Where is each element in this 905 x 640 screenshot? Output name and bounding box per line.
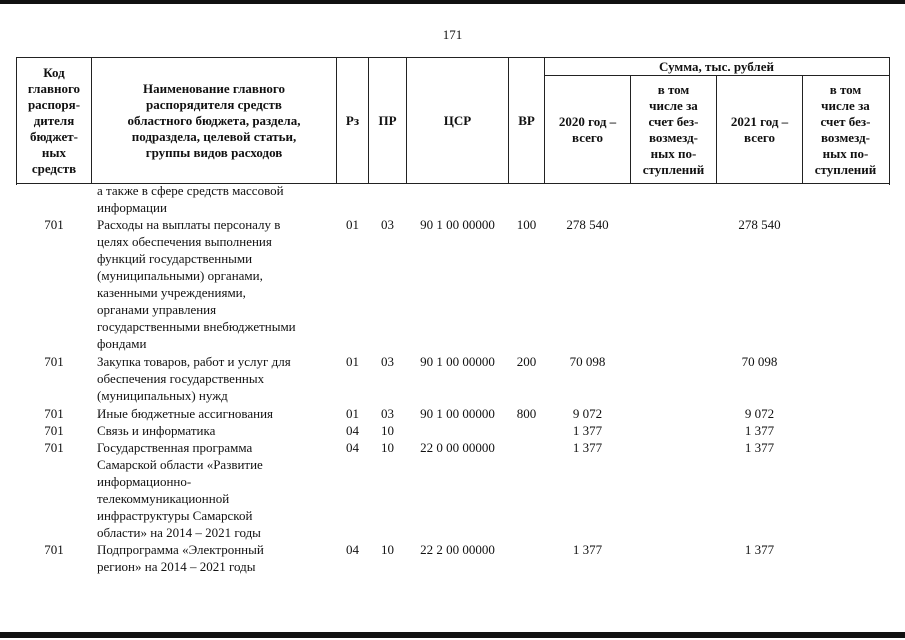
header-code: Код главного распоря- дителя бюджет- ных средств bbox=[27, 64, 81, 176]
row-sum-2021: 1 377 bbox=[744, 423, 775, 438]
row-sum-2020: 1 377 bbox=[572, 542, 603, 557]
row-csr: 90 1 00 00000 bbox=[420, 354, 495, 369]
header-rz: Рз bbox=[345, 112, 360, 128]
row-code: 701 bbox=[44, 440, 64, 455]
row-rz: 04 bbox=[346, 542, 359, 557]
row-pr: 03 bbox=[381, 406, 394, 421]
header-csr: ЦСР bbox=[443, 112, 472, 128]
row-code: 701 bbox=[44, 542, 64, 557]
bottom-border bbox=[0, 632, 905, 638]
row-name: Связь и информатика bbox=[97, 423, 216, 438]
header-name: Наименование главного распорядителя средств областного бюджета, раздела, подраздела, целевой статьи, группы видов расходов bbox=[127, 80, 301, 160]
row-name: Расходы на выплаты персоналу в целях обеспечения выполнения функций государственными (муниципальными) органами, казенными учреждениями, органами управления государственными внебюджетными фондами bbox=[97, 217, 296, 351]
row-sum-2020: 9 072 bbox=[572, 406, 603, 421]
row-name: Подпрограмма «Электронный регион» на 2014 – 2021 годы bbox=[97, 542, 264, 574]
row-name: Закупка товаров, работ и услуг для обеспечения государственных (муниципальных) нужд bbox=[97, 354, 291, 403]
row-code: 701 bbox=[44, 423, 64, 438]
header-pr: ПР bbox=[378, 112, 397, 128]
row-pr: 03 bbox=[381, 217, 394, 232]
row-code: 701 bbox=[44, 217, 64, 232]
header-2020-free: в том числе за счет без- возмезд- ных по- ступлений bbox=[642, 81, 705, 177]
row-sum-2021: 1 377 bbox=[744, 542, 775, 557]
row-rz: 04 bbox=[346, 423, 359, 438]
header-2021: 2021 год – всего bbox=[730, 113, 789, 145]
row-rz: 01 bbox=[346, 406, 359, 421]
row-pr: 10 bbox=[381, 423, 394, 438]
row-sum-2020: 1 377 bbox=[572, 423, 603, 438]
row-sum-2020: 70 098 bbox=[569, 354, 606, 369]
row-rz: 01 bbox=[346, 354, 359, 369]
row-csr: 90 1 00 00000 bbox=[420, 217, 495, 232]
header-vr: ВР bbox=[518, 112, 535, 128]
row-csr: 22 0 00 00000 bbox=[420, 440, 495, 455]
row-sum-2021: 9 072 bbox=[744, 406, 775, 421]
header-2020: 2020 год – всего bbox=[558, 113, 617, 145]
row-vr: 200 bbox=[516, 354, 537, 369]
row-csr: 90 1 00 00000 bbox=[420, 406, 495, 421]
row-sum-2021: 1 377 bbox=[744, 440, 775, 455]
row-csr: 22 2 00 00000 bbox=[420, 542, 495, 557]
row-name: Иные бюджетные ассигнования bbox=[97, 406, 274, 421]
row-rz: 04 bbox=[346, 440, 359, 455]
row-pr: 10 bbox=[381, 542, 394, 557]
row-code: 701 bbox=[44, 406, 64, 421]
row-rz: 01 bbox=[346, 217, 359, 232]
row-name: а также в сфере средств массовой информации bbox=[97, 183, 284, 215]
row-vr: 800 bbox=[516, 406, 537, 421]
row-sum-2020: 278 540 bbox=[566, 217, 609, 232]
header-sum: Сумма, тыс. рублей bbox=[659, 58, 774, 74]
row-sum-2020: 1 377 bbox=[572, 440, 603, 455]
row-pr: 10 bbox=[381, 440, 394, 455]
page-number: 171 bbox=[442, 27, 463, 42]
top-border bbox=[0, 0, 905, 4]
row-pr: 03 bbox=[381, 354, 394, 369]
header-2021-free: в том числе за счет без- возмезд- ных по- ступлений bbox=[814, 81, 877, 177]
row-sum-2021: 70 098 bbox=[741, 354, 778, 369]
row-code: 701 bbox=[44, 354, 64, 369]
row-sum-2021: 278 540 bbox=[738, 217, 781, 232]
row-name: Государственная программа Самарской области «Развитие информационно- телекоммуникационной инфраструктуры Самарской области» на 2014 – 2021 годы bbox=[97, 440, 263, 540]
row-vr: 100 bbox=[516, 217, 537, 232]
